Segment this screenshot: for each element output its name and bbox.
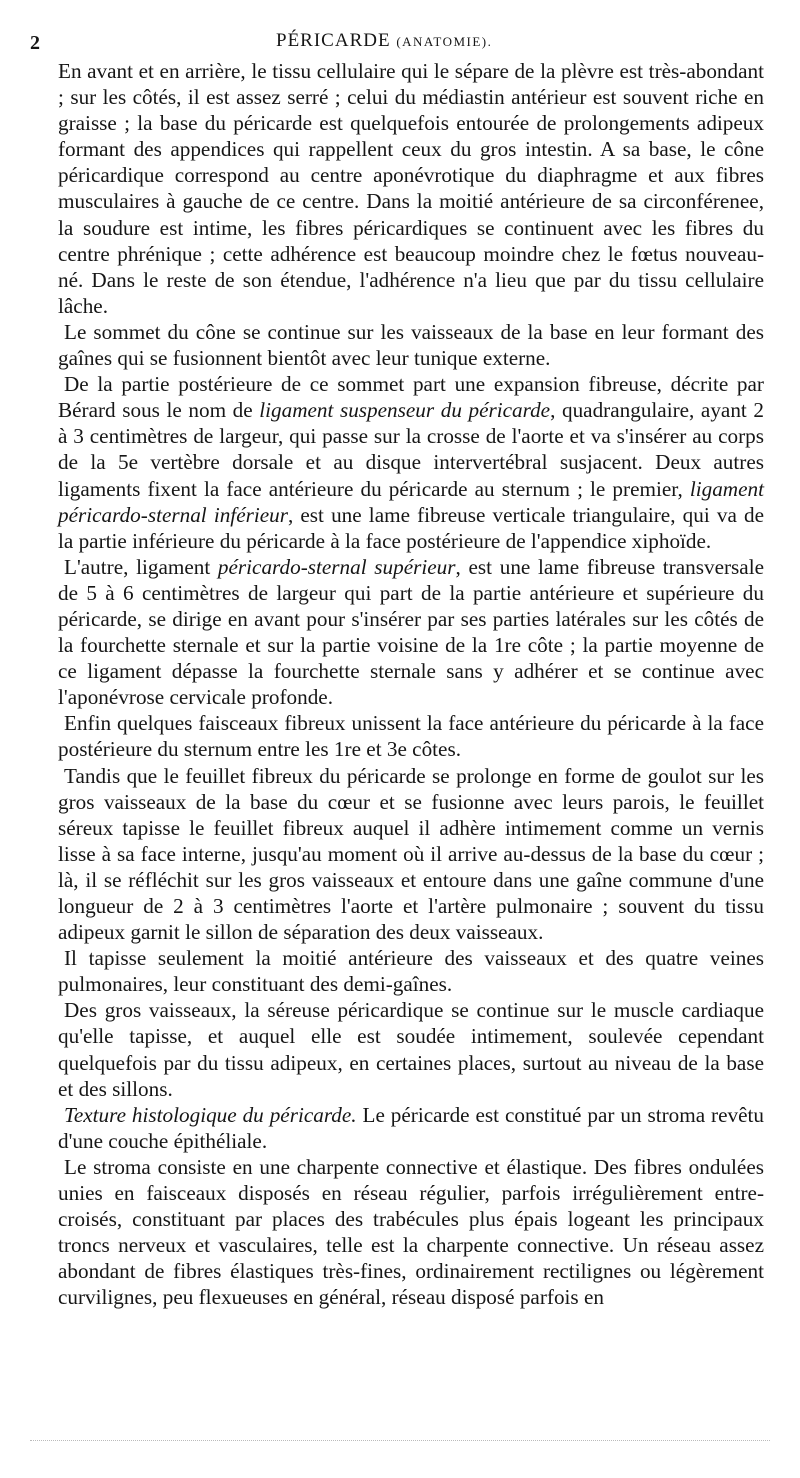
text-run: Tandis que le feuillet fibreux du péricarde se prolonge en forme de goulot sur les gros vaisseaux de la base du cœur et se fusionne avec leurs parois, le feuillet séreux tapisse le feuillet fibreux auquel il adhère intimement comme un vernis lisse à sa face interne, jusqu'au moment où il arrive au-dessus de la base du cœur ; là, il se réfléchit sur les gros vaisseaux et entoure dans une gaîne commune d'une longueur de 2 à 3 centimètres l'aorte et l'artère pulmonaire ; souvent du tissu adipeux garnit le sillon de séparation des deux vaisseaux. bbox=[58, 763, 764, 945]
text-run: En avant et en arrière, le tissu cellulaire qui le sépare de la plèvre est très-abondant ; sur les côtés, il est assez serré ; celui du médiastin antérieur est souvent riche en graisse ; la base du péricarde est quelquefois entourée de prolongements adipeux formant des appendices qui rappellent ceux du gros intestin. A sa base, le cône péricardique correspond au centre aponévrotique du diaphragme et aux fibres musculaires à gauche de ce centre. Dans la moitié antérieure de sa circonférenee, la soudure est intime, les fibres péricardiques se continuent avec les fibres du centre phrénique ; cette adhérence est beaucoup moindre chez le fœtus nouveau-né. Dans le reste de son étendue, l'adhérence n'a lieu que par du tissu cellulaire lâche. bbox=[58, 59, 764, 318]
text-run: Le péricarde est constitué par un stroma revêtu d'une couche épithéliale. bbox=[58, 1102, 764, 1153]
text-run: , quadrangulaire, ayant 2 à 3 centimètres de largeur, qui passe sur la crosse de l'aorte et va s'insérer au corps de la 5e vertèbre dorsale et au disque intervertébral susjacent. Deux autres ligaments fixent la face antérieure du péricarde au sternum ; le premier, bbox=[58, 398, 764, 501]
text-run: De la partie postérieure de ce sommet part une expansion fibreuse, décrite par Bérard sous le nom de bbox=[58, 372, 764, 423]
paragraph bbox=[58, 1102, 764, 1154]
paragraph bbox=[58, 763, 764, 946]
header-title-subtitle: (ANATOMIE). bbox=[396, 34, 493, 49]
text-run: , est une lame fibreuse verticale triangulaire, qui va de la partie inférieure du péricarde à la face postérieure de l'appendice xiphoïde. bbox=[58, 502, 764, 553]
paragraph bbox=[58, 945, 764, 997]
text-run: L'autre, ligament bbox=[64, 554, 218, 579]
text-run: Il tapisse seulement la moitié antérieure des vaisseaux et des quatre veines pulmonaires, leur constituant des demi-gaînes. bbox=[58, 946, 764, 997]
text-run: , est une lame fibreuse transversale de 5 à 6 centimètres de largeur qui part de la partie antérieure et supérieure du péricarde, se dirige en avant pour s'insérer par ses parties latérales sur les côtés de la fourchette sternale et sur la partie voisine de la 1re côte ; la partie moyenne de ce ligament dépasse la fourchette sternale sans y adhérer et se continue avec l'aponévrose cervicale profonde. bbox=[58, 554, 764, 710]
text-run: Le stroma consiste en une charpente connective et élastique. Des fibres ondulées unies en faisceaux disposés en réseau régulier, parfois irrégulièrement entre-croisés, constituant par places des trabécules plus épais logeant les principaux troncs nerveux et vasculaires, telle est la charpente connective. Un réseau assez abondant de fibres élastiques très-fines, ordinairement rectilignes ou légèrement curvilignes, peu flexueuses en général, réseau disposé parfois en bbox=[58, 1154, 764, 1310]
running-head bbox=[30, 22, 764, 58]
paragraph bbox=[58, 319, 764, 371]
italic-run: ligament suspenseur du péricarde bbox=[259, 398, 551, 423]
paragraph bbox=[58, 554, 764, 711]
paragraph bbox=[58, 710, 764, 762]
text-run: Le sommet du cône se continue sur les vaisseaux de la base en leur formant des gaînes qui se fusionnent bientôt avec leur tunique externe. bbox=[58, 319, 764, 371]
paragraph bbox=[58, 58, 764, 319]
paragraph bbox=[58, 997, 764, 1101]
page-number: 2 bbox=[30, 32, 41, 54]
header-title bbox=[276, 30, 492, 52]
text-run: Enfin quelques faisceaux fibreux unissent la face antérieure du péricarde à la face postérieure du sternum entre les 1re et 3e côtes. bbox=[58, 711, 764, 762]
italic-run: ligament péricardo-sternal inférieur bbox=[58, 476, 764, 527]
body-text bbox=[58, 58, 764, 1311]
italic-run: Texture histologique du péricarde. bbox=[64, 1102, 357, 1127]
text-run: Des gros vaisseaux, la séreuse péricardique se continue sur le muscle cardiaque qu'elle tapisse, et auquel elle est soudée intimement, soulevée cependant quelquefois par du tissu adipeux, en certaines places, surtout au niveau de la base et des sillons. bbox=[58, 998, 764, 1101]
paragraph bbox=[58, 371, 764, 554]
header-title-main: PÉRICARDE bbox=[276, 30, 391, 51]
paragraph bbox=[58, 1154, 764, 1311]
bottom-rule bbox=[30, 1440, 770, 1441]
italic-run: péricardo-sternal supérieur bbox=[217, 554, 456, 579]
